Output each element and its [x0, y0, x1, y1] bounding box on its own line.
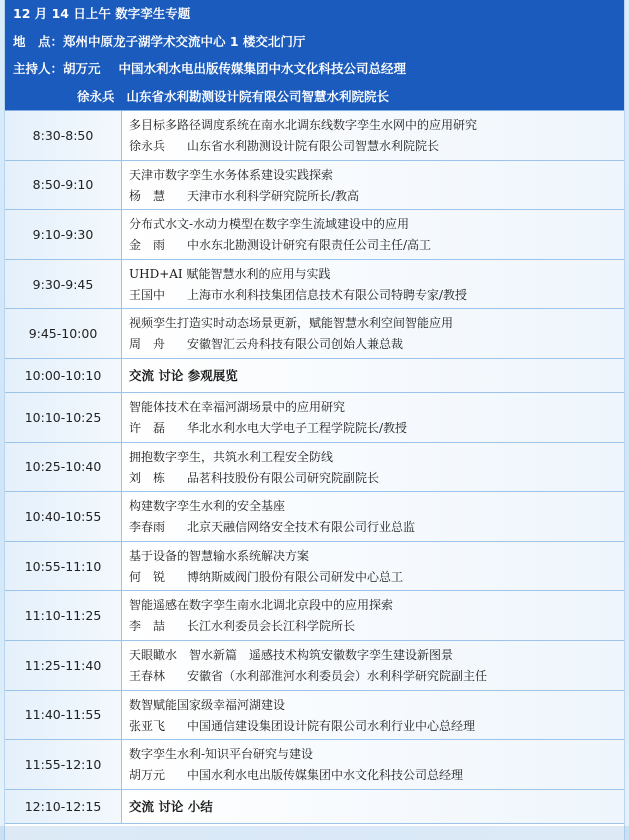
session-table — [5, 110, 624, 824]
speaker-name: 刘 栋 — [129, 470, 166, 485]
session-row — [5, 691, 624, 741]
session-topic: 数字孪生水利-知识平台研究与建设 — [129, 747, 314, 762]
session-content — [122, 111, 624, 160]
session-time: 11:10-11:25 — [5, 591, 122, 640]
session-speaker — [129, 616, 624, 637]
footer-decoration — [0, 826, 629, 840]
session-speaker — [129, 186, 624, 207]
session-speaker — [129, 334, 624, 355]
speaker-affiliation: 博纳斯威阀门股份有限公司研发中心总工 — [187, 569, 404, 584]
session-content — [122, 309, 624, 358]
session-topic: 分布式水文-水动力模型在数字孪生流域建设中的应用 — [129, 217, 410, 232]
host-title: 中国水利水电出版传媒集团中水文化科技公司总经理 — [118, 61, 407, 76]
session-content — [122, 161, 624, 210]
session-speaker — [129, 136, 624, 157]
session-speaker — [129, 765, 624, 786]
speaker-name: 王春林 — [129, 668, 166, 683]
speaker-affiliation: 品茗科技股份有限公司研究院副院长 — [187, 470, 380, 485]
session-time: 8:30-8:50 — [5, 111, 122, 160]
session-row — [5, 393, 624, 443]
session-speaker — [129, 716, 624, 737]
session-topic: 天眼瞰水 智水新篇 遥感技术构筑安徽数字孪生建设新图景 — [129, 647, 454, 662]
speaker-affiliation: 中国通信建设集团设计院有限公司水利行业中心总经理 — [187, 718, 476, 733]
host-label: 主持人： — [13, 61, 64, 76]
session-row — [5, 210, 624, 260]
speaker-name: 李 喆 — [129, 619, 166, 634]
session-content — [122, 790, 624, 823]
session-time: 10:55-11:10 — [5, 542, 122, 591]
session-time: 11:40-11:55 — [5, 691, 122, 740]
speaker-affiliation: 北京天融信网络安全技术有限公司行业总监 — [187, 520, 416, 535]
session-time: 11:55-12:10 — [5, 740, 122, 789]
speaker-affiliation: 中国水利水电出版传媒集团中水文化科技公司总经理 — [187, 768, 464, 783]
session-time: 11:25-11:40 — [5, 641, 122, 690]
session-speaker — [129, 517, 624, 538]
host-name: 徐永兵 — [77, 88, 115, 104]
host-line-2 — [13, 83, 624, 111]
session-time: 8:50-9:10 — [5, 161, 122, 210]
host-title: 山东省水利勘测设计院有限公司智慧水利院院长 — [126, 88, 390, 104]
host-line-1 — [13, 55, 624, 83]
session-content — [122, 443, 624, 492]
session-content — [122, 641, 624, 690]
session-time: 9:30-9:45 — [5, 260, 122, 309]
session-time: 12:10-12:15 — [5, 790, 122, 823]
speaker-affiliation: 安徽省（水利部淮河水利委员会）水利科学研究院副主任 — [187, 668, 488, 683]
session-row — [5, 740, 624, 790]
session-topic: 视频孪生打造实时动态场景更新，赋能智慧水利空间智能应用 — [129, 316, 454, 331]
speaker-affiliation: 华北水利水电大学电子工程学院院长/教授 — [187, 420, 408, 435]
speaker-name: 杨 慧 — [129, 188, 166, 203]
session-row — [5, 111, 624, 161]
speaker-affiliation: 天津市水利科学研究院所长/教高 — [187, 188, 360, 203]
session-content — [122, 393, 624, 442]
speaker-affiliation: 长江水利委员会长江科学院所长 — [187, 619, 356, 634]
session-topic: UHD+AI 赋能智慧水利的应用与实践 — [129, 266, 331, 281]
speaker-name: 王国中 — [129, 287, 166, 302]
speaker-name: 金 雨 — [129, 238, 166, 253]
session-content — [122, 210, 624, 259]
session-content — [122, 260, 624, 309]
speaker-name: 张亚飞 — [129, 718, 166, 733]
session-topic: 基于设备的智慧输水系统解决方案 — [129, 548, 310, 563]
speaker-affiliation: 安徽智汇云舟科技有限公司创始人兼总裁 — [187, 337, 404, 352]
break-text: 交流 讨论 参观展览 — [129, 367, 238, 383]
session-content — [122, 542, 624, 591]
agenda-page — [4, 0, 625, 840]
session-topic: 天津市数字孪生水务体系建设实践探索 — [129, 167, 334, 182]
session-row — [5, 260, 624, 310]
session-row — [5, 492, 624, 542]
host-name: 胡万元 — [63, 61, 101, 76]
session-time: 10:40-10:55 — [5, 492, 122, 541]
session-time: 10:00-10:10 — [5, 359, 122, 392]
session-row — [5, 542, 624, 592]
break-text: 交流 讨论 小结 — [129, 798, 213, 814]
session-content — [122, 691, 624, 740]
break-row — [5, 359, 624, 393]
session-topic: 构建数字孪生水利的安全基座 — [129, 499, 286, 514]
session-speaker — [129, 418, 624, 439]
speaker-affiliation: 上海市水利科技集团信息技术有限公司特聘专家/教授 — [187, 287, 468, 302]
session-row — [5, 641, 624, 691]
session-speaker — [129, 468, 624, 489]
session-topic: 数智赋能国家级幸福河湖建设 — [129, 697, 286, 712]
venue-label: 地 点： — [13, 33, 64, 49]
speaker-name: 许 磊 — [129, 420, 166, 435]
session-content — [122, 359, 624, 392]
speaker-name: 徐永兵 — [129, 139, 166, 153]
session-topic: 拥抱数字孪生，共筑水利工程安全防线 — [129, 449, 334, 464]
speaker-affiliation: 中水东北勘测设计研究有限责任公司主任/高工 — [187, 238, 432, 253]
venue-text: 郑州中原龙子湖学术交流中心 1 楼交北门厅 — [63, 33, 306, 49]
session-time: 10:25-10:40 — [5, 443, 122, 492]
session-time: 9:10-9:30 — [5, 210, 122, 259]
session-speaker — [129, 235, 624, 256]
session-row — [5, 161, 624, 211]
date-title: 12 月 14 日上午 数字孪生专题 — [13, 6, 191, 21]
session-row — [5, 443, 624, 493]
speaker-name: 胡万元 — [129, 768, 166, 783]
session-topic: 多目标多路径调度系统在南水北调东线数字孪生水网中的应用研究 — [129, 118, 478, 132]
speaker-name: 周 舟 — [129, 337, 166, 352]
session-topic: 智能体技术在幸福河湖场景中的应用研究 — [129, 399, 346, 414]
session-speaker — [129, 666, 624, 687]
session-content — [122, 740, 624, 789]
break-row — [5, 790, 624, 824]
session-content — [122, 591, 624, 640]
session-topic: 智能遥感在数字孪生南水北调北京段中的应用探索 — [129, 598, 394, 613]
session-row — [5, 591, 624, 641]
session-time: 9:45-10:00 — [5, 309, 122, 358]
date-line — [13, 0, 624, 28]
session-speaker — [129, 285, 624, 306]
session-row — [5, 309, 624, 359]
session-time: 10:10-10:25 — [5, 393, 122, 442]
session-speaker — [129, 567, 624, 588]
speaker-name: 何 锐 — [129, 569, 166, 584]
venue-line — [13, 28, 624, 56]
speaker-name: 李春雨 — [129, 520, 166, 535]
agenda-header — [5, 0, 624, 110]
speaker-affiliation: 山东省水利勘测设计院有限公司智慧水利院院长 — [187, 139, 440, 153]
session-content — [122, 492, 624, 541]
